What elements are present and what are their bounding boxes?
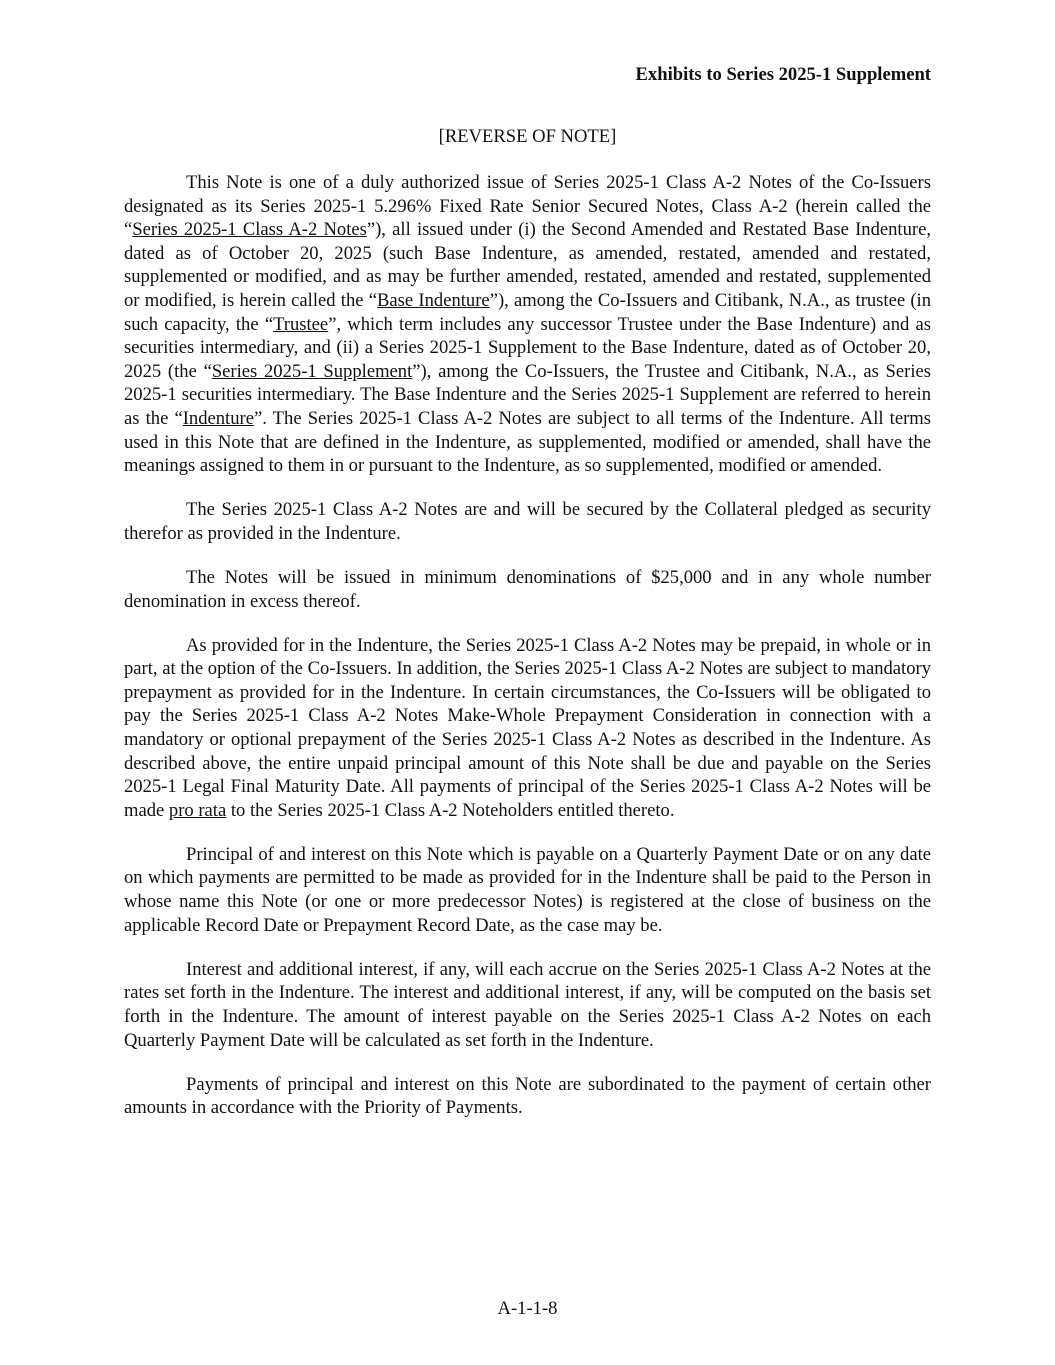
- term-pro-rata: pro rata: [168, 799, 227, 821]
- text-segment: This Note is one of a duly authorized issue of Series 2025-1 Class A-2 Notes of the Co-Issuers designated as its Series 2025-1 5.296% Fixed Rate Senior Secured Notes, Class A-2 (herein called the “: [124, 172, 931, 241]
- text-segment: ”), among the Co-Issuers and Citibank, N.A., as trustee (in such capacity, the “: [124, 289, 931, 335]
- defined-term-base-indenture: Base Indenture: [377, 289, 490, 311]
- document-header: Exhibits to Series 2025-1 Supplement: [635, 64, 931, 85]
- text-segment: ”), among the Co-Issuers, the Trustee and Citibank, N.A., as Series 2025-1 securities intermediary. The Base Indenture and the Series 2025-1 Supplement are referred to herein as the “: [124, 360, 931, 429]
- text-segment: ”. The Series 2025-1 Class A-2 Notes are subject to all terms of the Indenture. All terms used in this Note that are defined in the Indenture, as supplemented, modified or amended, shall have the meanings assigned to them in or pursuant to the Indenture, as so supplemented, modified or amended.: [124, 407, 931, 477]
- text-segment: to the Series 2025-1 Class A-2 Noteholders entitled thereto.: [226, 799, 675, 821]
- paragraph-security: The Series 2025-1 Class A-2 Notes are and will be secured by the Collateral pledged as security therefor as provided in the Indenture.: [124, 499, 931, 544]
- defined-term-trustee: Trustee: [273, 313, 329, 335]
- paragraph-prepayment: [124, 634, 931, 823]
- page-title: [REVERSE OF NOTE]: [438, 126, 617, 147]
- paragraph-interest: Interest and additional interest, if any, will each accrue on the Series 2025-1 Class A-2 Notes at the rates set forth in the Indenture. The interest and additional interest, if any, will be computed on the basis set forth in the Indenture. The amount of interest payable on the Series 2025-1 Class A-2 Notes on each Quarterly Payment Date will be calculated as set forth in the Indenture.: [124, 958, 931, 1051]
- paragraph-payment-recipient: Principal of and interest on this Note which is payable on a Quarterly Payment Date or on any date on which payments are permitted to be made as provided for in the Indenture shall be paid to the Person in whose name this Note (or one or more predecessor Notes) is registered at the close of business on the applicable Record Date or Prepayment Record Date, as the case may be.: [124, 843, 931, 936]
- paragraph-subordination: Payments of principal and interest on this Note are subordinated to the payment of certain other amounts in accordance with the Priority of Payments.: [124, 1073, 931, 1119]
- text-segment: As provided for in the Indenture, the Series 2025-1 Class A-2 Notes may be prepaid, in whole or in part, at the option of the Co-Issuers. In addition, the Series 2025-1 Class A-2 Notes are subject to mandatory prepayment as provided for in the Indenture. In certain circumstances, the Co-Issuers will be obligated to pay the Series 2025-1 Class A-2 Notes Make-Whole Prepayment Consideration in connection with a mandatory or optional prepayment of the Series 2025-1 Class A-2 Notes as described in the Indenture. As described above, the entire unpaid principal amount of this Note shall be due and payable on the Series 2025-1 Legal Final Maturity Date. All payments of principal of the Series 2025-1 Class A-2 Notes will be made: [124, 634, 931, 821]
- text-segment: ”), all issued under (i) the Second Amended and Restated Base Indenture, dated as of October 20, 2025 (such Base Indenture, as amended, restated, amended and restated, supplemented or modified, and as may be further amended, restated, amended and restated, supplemented or modified, is herein called the “: [124, 219, 931, 311]
- defined-term-indenture: Indenture: [182, 407, 254, 429]
- defined-term-series-supplement: Series 2025-1 Supplement: [211, 360, 413, 382]
- page-number: A-1-1-8: [497, 1298, 558, 1319]
- defined-term-series-notes: Series 2025-1 Class A-2 Notes: [132, 219, 367, 241]
- paragraph-denominations: The Notes will be issued in minimum denominations of $25,000 and in any whole number denomination in excess thereof.: [124, 566, 931, 612]
- text-segment: ”, which term includes any successor Trustee under the Base Indenture) and as securities intermediary, and (ii) a Series 2025-1 Supplement to the Base Indenture, dated as of October 20, 2025 (the “: [124, 313, 931, 382]
- paragraph-note-description: [124, 171, 931, 478]
- document-body: [124, 171, 931, 1140]
